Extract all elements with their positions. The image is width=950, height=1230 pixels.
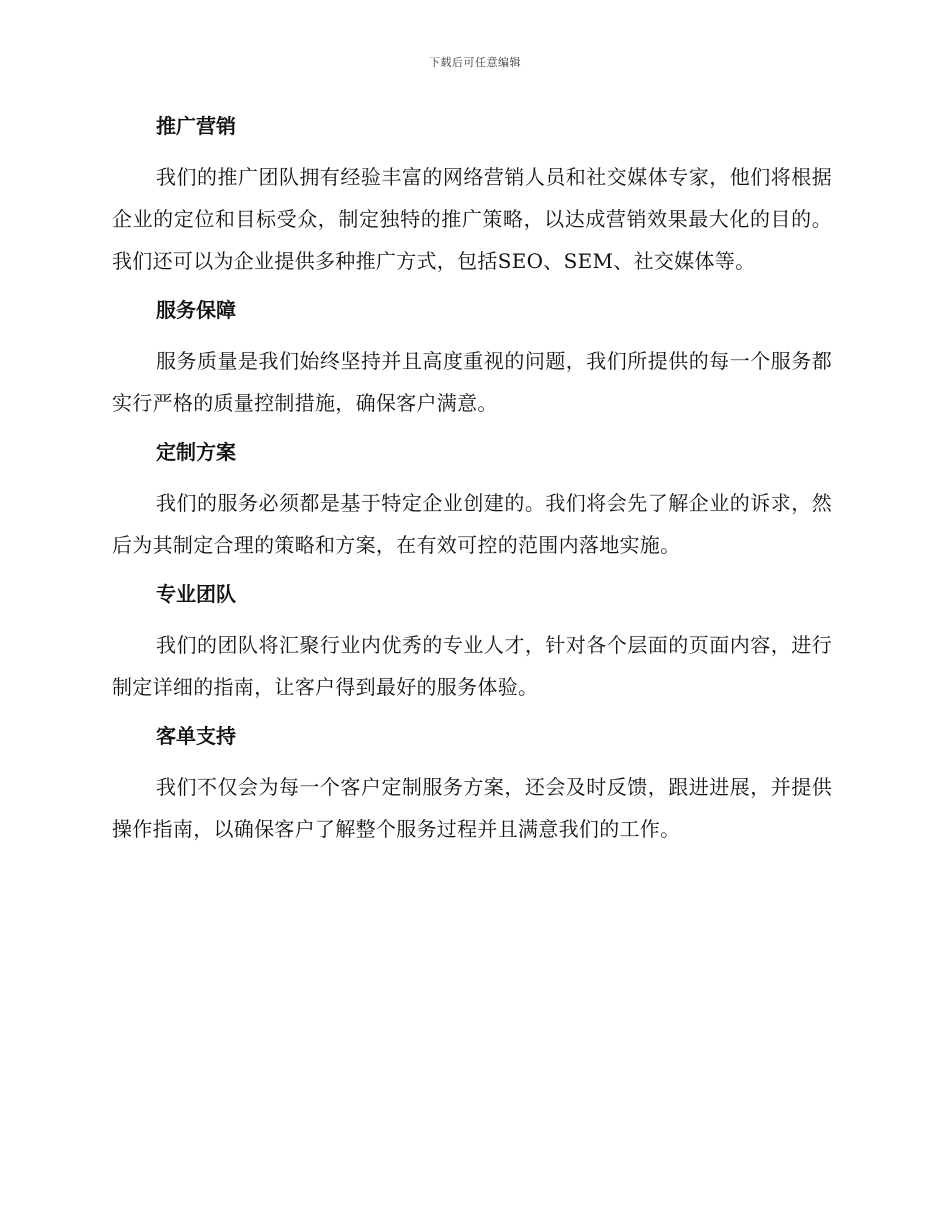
section-paragraph: 我们的团队将汇聚行业内优秀的专业人才，针对各个层面的页面内容，进行制定详细的指南，让客户得到最好的服务体验。: [112, 633, 832, 699]
section-title: 推广营销: [156, 114, 236, 138]
section-custom-plan: [112, 434, 832, 566]
section-title: 客单支持: [156, 724, 236, 748]
section-paragraph: 我们的服务必须都是基于特定企业创建的。我们将会先了解企业的诉求，然后为其制定合理的策略和方案，在有效可控的范围内落地实施。: [112, 491, 832, 557]
page-header: 下载后可任意编辑: [429, 56, 521, 69]
section-paragraph: 服务质量是我们始终坚持并且高度重视的问题，我们所提供的每一个服务都实行严格的质量控制措施，确保客户满意。: [112, 349, 832, 415]
section-customer-support: [112, 718, 832, 850]
section-title: 专业团队: [156, 582, 236, 606]
section-paragraph: 我们不仅会为每一个客户定制服务方案，还会及时反馈，跟进进展，并提供操作指南，以确保客户了解整个服务过程并且满意我们的工作。: [112, 775, 832, 841]
section-paragraph: 我们的推广团队拥有经验丰富的网络营销人员和社交媒体专家，他们将根据企业的定位和目标受众，制定独特的推广策略，以达成营销效果最大化的目的。我们还可以为企业提供多种推广方式，包括SEO、SEM、社交媒体等。: [112, 165, 832, 273]
document-content: [112, 108, 832, 860]
section-professional-team: [112, 576, 832, 708]
section-promotion-marketing: [112, 108, 832, 282]
section-title: 服务保障: [156, 298, 236, 322]
section-title: 定制方案: [156, 440, 236, 464]
section-service-guarantee: [112, 292, 832, 424]
